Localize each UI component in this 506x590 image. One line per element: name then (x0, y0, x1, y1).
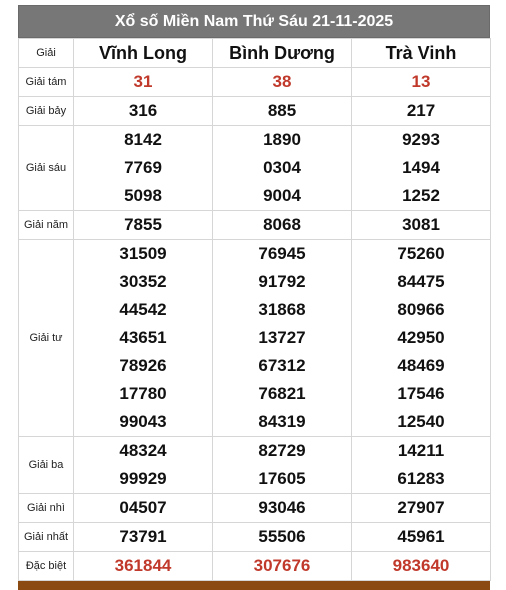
winning-number: 99929 (119, 469, 167, 488)
prize-row-giai-bay (19, 97, 491, 126)
winning-number: 61283 (397, 469, 445, 488)
winning-number: 9004 (263, 186, 301, 205)
winning-number: 361844 (114, 556, 172, 575)
prize-row-giai-nhi (19, 494, 491, 523)
winning-number: 7769 (124, 158, 162, 177)
winning-number: 91792 (258, 272, 306, 291)
prize-label: Giải nhì (19, 494, 74, 523)
prize-cell (213, 240, 352, 437)
prize-cell (213, 68, 352, 97)
winning-number: 38 (272, 72, 292, 91)
winning-number: 9293 (402, 130, 440, 149)
prize-label: Giải tư (19, 240, 74, 437)
winning-number: 5098 (124, 186, 162, 205)
winning-number: 31 (133, 72, 153, 91)
winning-number: 45961 (397, 527, 445, 546)
winning-number: 04507 (119, 498, 167, 517)
prize-cell (352, 437, 491, 494)
prize-cell (213, 523, 352, 552)
winning-number: 76945 (258, 244, 306, 263)
prize-cell (74, 523, 213, 552)
winning-number: 7855 (124, 215, 162, 234)
winning-number: 12540 (397, 412, 445, 431)
winning-number: 84319 (258, 412, 306, 431)
results-table (18, 38, 491, 581)
winning-number: 80966 (397, 300, 445, 319)
prize-label: Giải ba (19, 437, 74, 494)
prize-row-dac-biet (19, 552, 491, 581)
prize-cell (352, 523, 491, 552)
results-title: Xổ số Miền Nam Thứ Sáu 21-11-2025 (18, 5, 490, 38)
prize-label: Giải tám (19, 68, 74, 97)
prize-cell (213, 211, 352, 240)
province-header-vinh-long[interactable]: Vĩnh Long (74, 39, 213, 68)
prize-label: Giải năm (19, 211, 74, 240)
winning-number: 17780 (119, 384, 167, 403)
winning-number: 84475 (397, 272, 445, 291)
winning-number: 76821 (258, 384, 306, 403)
winning-number: 17605 (258, 469, 306, 488)
winning-number: 55506 (258, 527, 306, 546)
winning-number: 73791 (119, 527, 167, 546)
prize-row-giai-ba (19, 437, 491, 494)
winning-number: 17546 (397, 384, 445, 403)
winning-number: 75260 (397, 244, 445, 263)
prize-cell (213, 126, 352, 211)
prize-cell (74, 240, 213, 437)
province-header-binh-duong[interactable]: Bình Dương (213, 39, 352, 68)
prize-cell (352, 240, 491, 437)
prize-label: Đặc biệt (19, 552, 74, 581)
winning-number: 885 (267, 101, 297, 120)
winning-number: 48469 (397, 356, 445, 375)
prize-row-giai-nhat (19, 523, 491, 552)
winning-number: 13727 (258, 328, 306, 347)
winning-number: 13 (411, 72, 431, 91)
winning-number: 1890 (263, 130, 301, 149)
winning-number: 316 (128, 101, 158, 120)
winning-number: 48324 (119, 441, 167, 460)
header-row (19, 39, 491, 68)
province-header-tra-vinh[interactable]: Trà Vinh (352, 39, 491, 68)
prize-cell (74, 126, 213, 211)
prize-cell (74, 437, 213, 494)
winning-number: 307676 (253, 556, 311, 575)
winning-number: 43651 (119, 328, 167, 347)
prize-column-header: Giải (19, 39, 74, 68)
winning-number: 44542 (119, 300, 167, 319)
prize-row-giai-nam (19, 211, 491, 240)
prize-cell (74, 494, 213, 523)
winning-number: 14211 (397, 441, 445, 460)
winning-number: 31868 (258, 300, 306, 319)
prize-row-giai-sau (19, 126, 491, 211)
winning-number: 31509 (119, 244, 167, 263)
prize-cell (74, 211, 213, 240)
prize-cell (352, 494, 491, 523)
results-panel (18, 5, 490, 581)
prize-cell (213, 97, 352, 126)
prize-cell (352, 552, 491, 581)
winning-number: 67312 (258, 356, 306, 375)
footer-bar (18, 581, 490, 590)
winning-number: 217 (406, 101, 436, 120)
prize-cell (213, 494, 352, 523)
prize-cell (352, 97, 491, 126)
prize-cell (352, 211, 491, 240)
winning-number: 0304 (263, 158, 301, 177)
prize-cell (213, 437, 352, 494)
winning-number: 93046 (258, 498, 306, 517)
winning-number: 8142 (124, 130, 162, 149)
prize-label: Giải sáu (19, 126, 74, 211)
winning-number: 1494 (402, 158, 440, 177)
prize-label: Giải bảy (19, 97, 74, 126)
prize-cell (74, 97, 213, 126)
winning-number: 1252 (402, 186, 440, 205)
winning-number: 27907 (397, 498, 445, 517)
winning-number: 99043 (119, 412, 167, 431)
winning-number: 3081 (402, 215, 440, 234)
prize-cell (352, 68, 491, 97)
prize-cell (213, 552, 352, 581)
prize-row-giai-tu (19, 240, 491, 437)
prize-cell (352, 126, 491, 211)
prize-row-giai-tam (19, 68, 491, 97)
prize-cell (74, 552, 213, 581)
winning-number: 30352 (119, 272, 167, 291)
prize-label: Giải nhất (19, 523, 74, 552)
winning-number: 82729 (258, 441, 306, 460)
winning-number: 8068 (263, 215, 301, 234)
prize-cell (74, 68, 213, 97)
winning-number: 42950 (397, 328, 445, 347)
winning-number: 78926 (119, 356, 167, 375)
winning-number: 983640 (392, 556, 450, 575)
